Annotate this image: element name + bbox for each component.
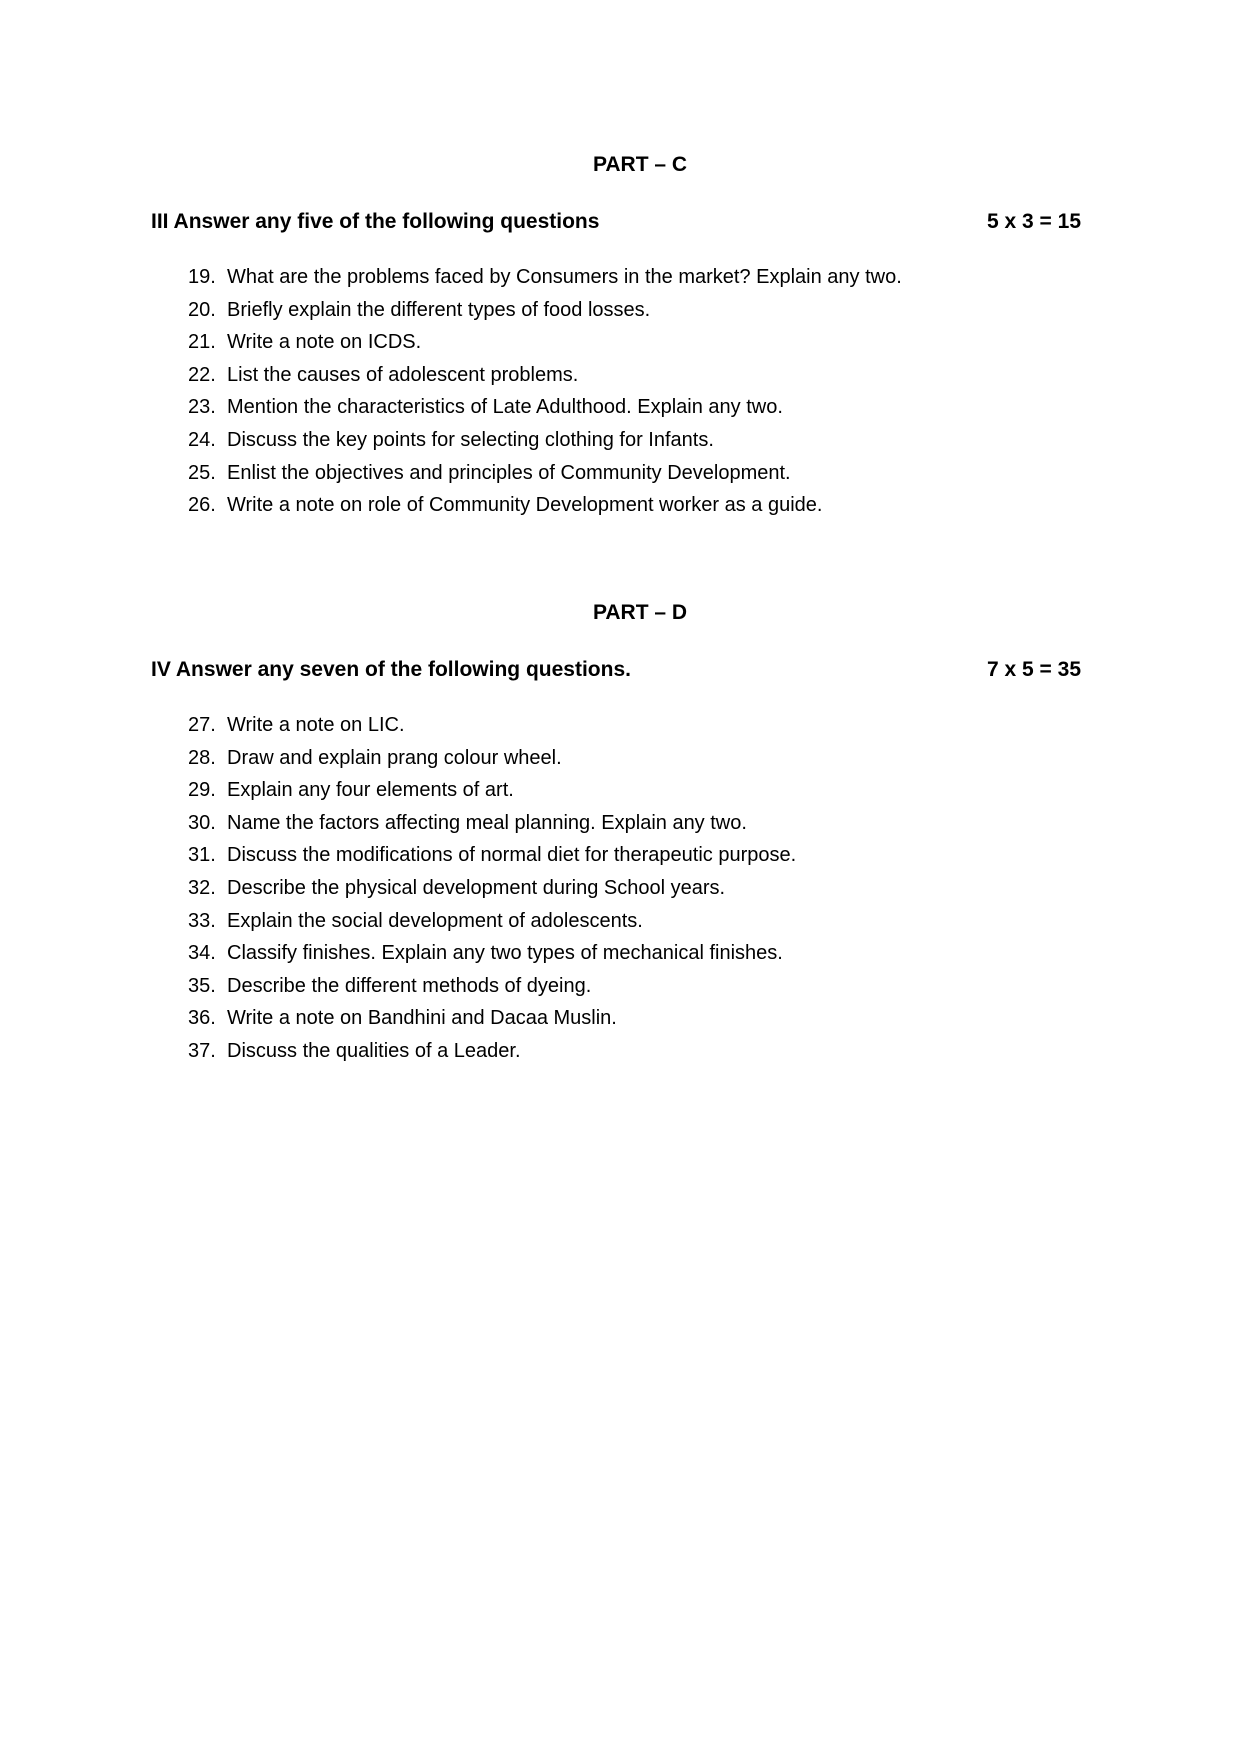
- question-item: [0, 1005, 1241, 1038]
- part-c-title: PART – C: [592, 153, 688, 176]
- question-item: [0, 427, 1241, 460]
- part-c-instruction: III Answer any five of the following questions: [151, 210, 600, 233]
- question-number: 24.: [188, 428, 216, 451]
- question-text: Draw and explain prang colour wheel.: [227, 746, 562, 769]
- question-text: Explain any four elements of art.: [227, 779, 514, 802]
- question-number: 21.: [188, 331, 216, 354]
- question-number: 36.: [188, 1007, 216, 1030]
- question-item: [0, 712, 1241, 745]
- part-c-marks: 5 x 3 = 15: [987, 210, 1081, 233]
- question-number: 25.: [188, 461, 216, 484]
- question-number: 33.: [188, 909, 216, 932]
- part-d-marks: 7 x 5 = 35: [987, 658, 1081, 681]
- question-item: [0, 1038, 1241, 1071]
- question-number: 35.: [188, 974, 216, 997]
- question-text: Enlist the objectives and principles of Community Development.: [227, 461, 791, 484]
- part-d-question-list: [0, 712, 1241, 1071]
- question-item: [0, 940, 1241, 973]
- question-item: [0, 908, 1241, 941]
- part-c-header: [151, 209, 1081, 235]
- question-text: Describe the different methods of dyeing.: [227, 974, 592, 997]
- question-item: [0, 842, 1241, 875]
- question-number: 37.: [188, 1039, 216, 1062]
- question-text: List the causes of adolescent problems.: [227, 363, 579, 386]
- question-item: [0, 297, 1241, 330]
- question-item: [0, 460, 1241, 493]
- question-item: [0, 973, 1241, 1006]
- question-number: 22.: [188, 363, 216, 386]
- question-text: Write a note on Bandhini and Dacaa Muslin.: [227, 1007, 617, 1030]
- question-item: [0, 777, 1241, 810]
- question-text: Name the factors affecting meal planning. Explain any two.: [227, 811, 747, 834]
- question-number: 19.: [188, 266, 216, 288]
- question-number: 29.: [188, 779, 216, 802]
- question-text: Write a note on LIC.: [227, 714, 405, 736]
- question-number: 26.: [188, 494, 216, 517]
- question-number: 32.: [188, 876, 216, 899]
- question-item: [0, 875, 1241, 908]
- question-text: Classify finishes. Explain any two types of mechanical finishes.: [227, 942, 783, 965]
- question-text: Briefly explain the different types of food losses.: [227, 298, 651, 321]
- question-text: Explain the social development of adolescents.: [227, 909, 643, 932]
- question-text: Discuss the modifications of normal diet for therapeutic purpose.: [227, 844, 797, 867]
- part-c-question-list: [0, 264, 1241, 525]
- question-item: [0, 394, 1241, 427]
- part-d-title: PART – D: [592, 601, 688, 624]
- question-number: 23.: [188, 396, 216, 419]
- question-text: Describe the physical development during School years.: [227, 876, 726, 899]
- question-text: Mention the characteristics of Late Adulthood. Explain any two.: [227, 396, 783, 419]
- question-text: Write a note on ICDS.: [227, 331, 422, 354]
- part-d-instruction: IV Answer any seven of the following questions.: [151, 658, 631, 681]
- question-text: What are the problems faced by Consumers in the market? Explain any two.: [227, 266, 902, 288]
- question-number: 31.: [188, 844, 216, 867]
- question-item: [0, 329, 1241, 362]
- question-item: [0, 362, 1241, 395]
- question-item: [0, 810, 1241, 843]
- question-number: 30.: [188, 811, 216, 834]
- question-text: Write a note on role of Community Development worker as a guide.: [227, 494, 823, 517]
- question-number: 27.: [188, 714, 216, 736]
- question-item: [0, 264, 1241, 297]
- question-number: 28.: [188, 746, 216, 769]
- part-d-header: [151, 657, 1081, 683]
- question-number: 34.: [188, 942, 216, 965]
- question-text: Discuss the key points for selecting clothing for Infants.: [227, 428, 714, 451]
- question-item: [0, 745, 1241, 778]
- question-text: Discuss the qualities of a Leader.: [227, 1039, 521, 1062]
- question-item: [0, 492, 1241, 525]
- question-number: 20.: [188, 298, 216, 321]
